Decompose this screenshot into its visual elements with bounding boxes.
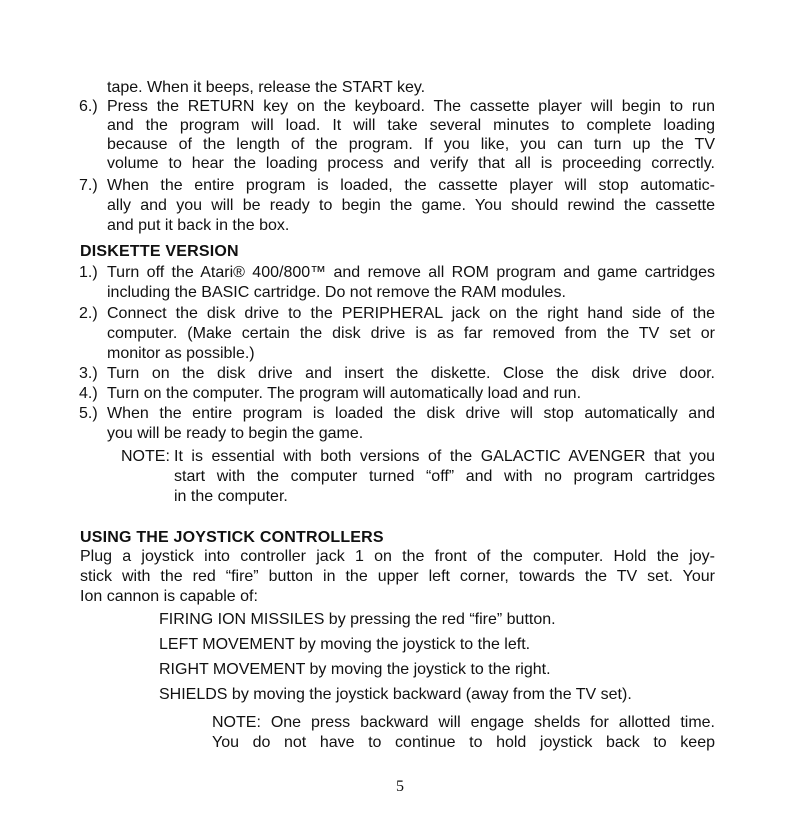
- disk-step1-number: 1.): [79, 264, 98, 281]
- joystick-note-line-1: NOTE: One press backward will engage shelds for allotted time.: [212, 714, 715, 731]
- step7-line-1: When the entire program is loaded, the cassette player will stop automatic-: [107, 177, 715, 194]
- step6-line-3: because of the length of the program. If you like, you can turn up the TV: [107, 136, 715, 153]
- disk-step1-line-2: including the BASIC cartridge. Do not remove the RAM modules.: [107, 284, 566, 301]
- disk-step5-number: 5.): [79, 405, 98, 422]
- disk-step1-line-1: Turn off the Atari® 400/800™ and remove all ROM program and game cartridges: [107, 264, 715, 281]
- step6-line-2: and the program will load. It will take several minutes to complete loading: [107, 117, 715, 134]
- disk-step5-line-2: you will be ready to begin the game.: [107, 425, 364, 442]
- disk-step5-line-1: When the entire program is loaded the disk drive will stop automatically and: [107, 405, 715, 422]
- action-right: RIGHT MOVEMENT by moving the joystick to the right.: [159, 661, 551, 678]
- diskette-note-line-1: It is essential with both versions of the GALACTIC AVENGER that you: [174, 448, 715, 465]
- disk-step3-number: 3.): [79, 365, 98, 382]
- joystick-intro-line-3: Ion cannon is capable of:: [80, 588, 258, 605]
- disk-step2-line-2: computer. (Make certain the disk drive is as far removed from the TV set or: [107, 325, 715, 342]
- joystick-note-line-2: You do not have to continue to hold joystick back to keep: [212, 734, 715, 751]
- step6-line-1: Press the RETURN key on the keyboard. The cassette player will begin to run: [107, 98, 715, 115]
- diskette-note-line-2: start with the computer turned “off” and with no program cartridges: [174, 468, 715, 485]
- cassette-step5-continuation: tape. When it beeps, release the START key.: [107, 79, 426, 96]
- disk-step2-line-1: Connect the disk drive to the PERIPHERAL jack on the right hand side of the: [107, 305, 715, 322]
- step6-number: 6.): [79, 98, 98, 115]
- disk-step4-number: 4.): [79, 385, 98, 402]
- disk-step3-line-1: Turn on the disk drive and insert the diskette. Close the disk drive door.: [107, 365, 715, 382]
- joystick-heading: USING THE JOYSTICK CONTROLLERS: [80, 529, 384, 546]
- disk-step4-line-1: Turn on the computer. The program will automatically load and run.: [107, 385, 582, 402]
- step7-line-2: ally and you will be ready to begin the game. You should rewind the cassette: [107, 197, 715, 214]
- action-left: LEFT MOVEMENT by moving the joystick to the left.: [159, 636, 531, 653]
- action-firing: FIRING ION MISSILES by pressing the red “fire” button.: [159, 611, 556, 628]
- step6-line-4: volume to hear the loading process and verify that all is proceeding correctly.: [107, 155, 715, 172]
- step7-number: 7.): [79, 177, 98, 194]
- page-number: 5: [396, 778, 404, 795]
- disk-step2-line-3: monitor as possible.): [107, 345, 255, 362]
- joystick-intro-line-1: Plug a joystick into controller jack 1 on the front of the computer. Hold the joy-: [80, 548, 715, 565]
- step7-line-3: and put it back in the box.: [107, 217, 290, 234]
- joystick-intro-line-2: stick with the red “fire” button in the upper left corner, towards the TV set. Your: [80, 568, 715, 585]
- action-shields: SHIELDS by moving the joystick backward (away from the TV set).: [159, 686, 632, 703]
- diskette-note-line-3: in the computer.: [174, 488, 288, 505]
- diskette-heading: DISKETTE VERSION: [80, 243, 239, 260]
- disk-step2-number: 2.): [79, 305, 98, 322]
- diskette-note-label: NOTE:: [121, 448, 170, 465]
